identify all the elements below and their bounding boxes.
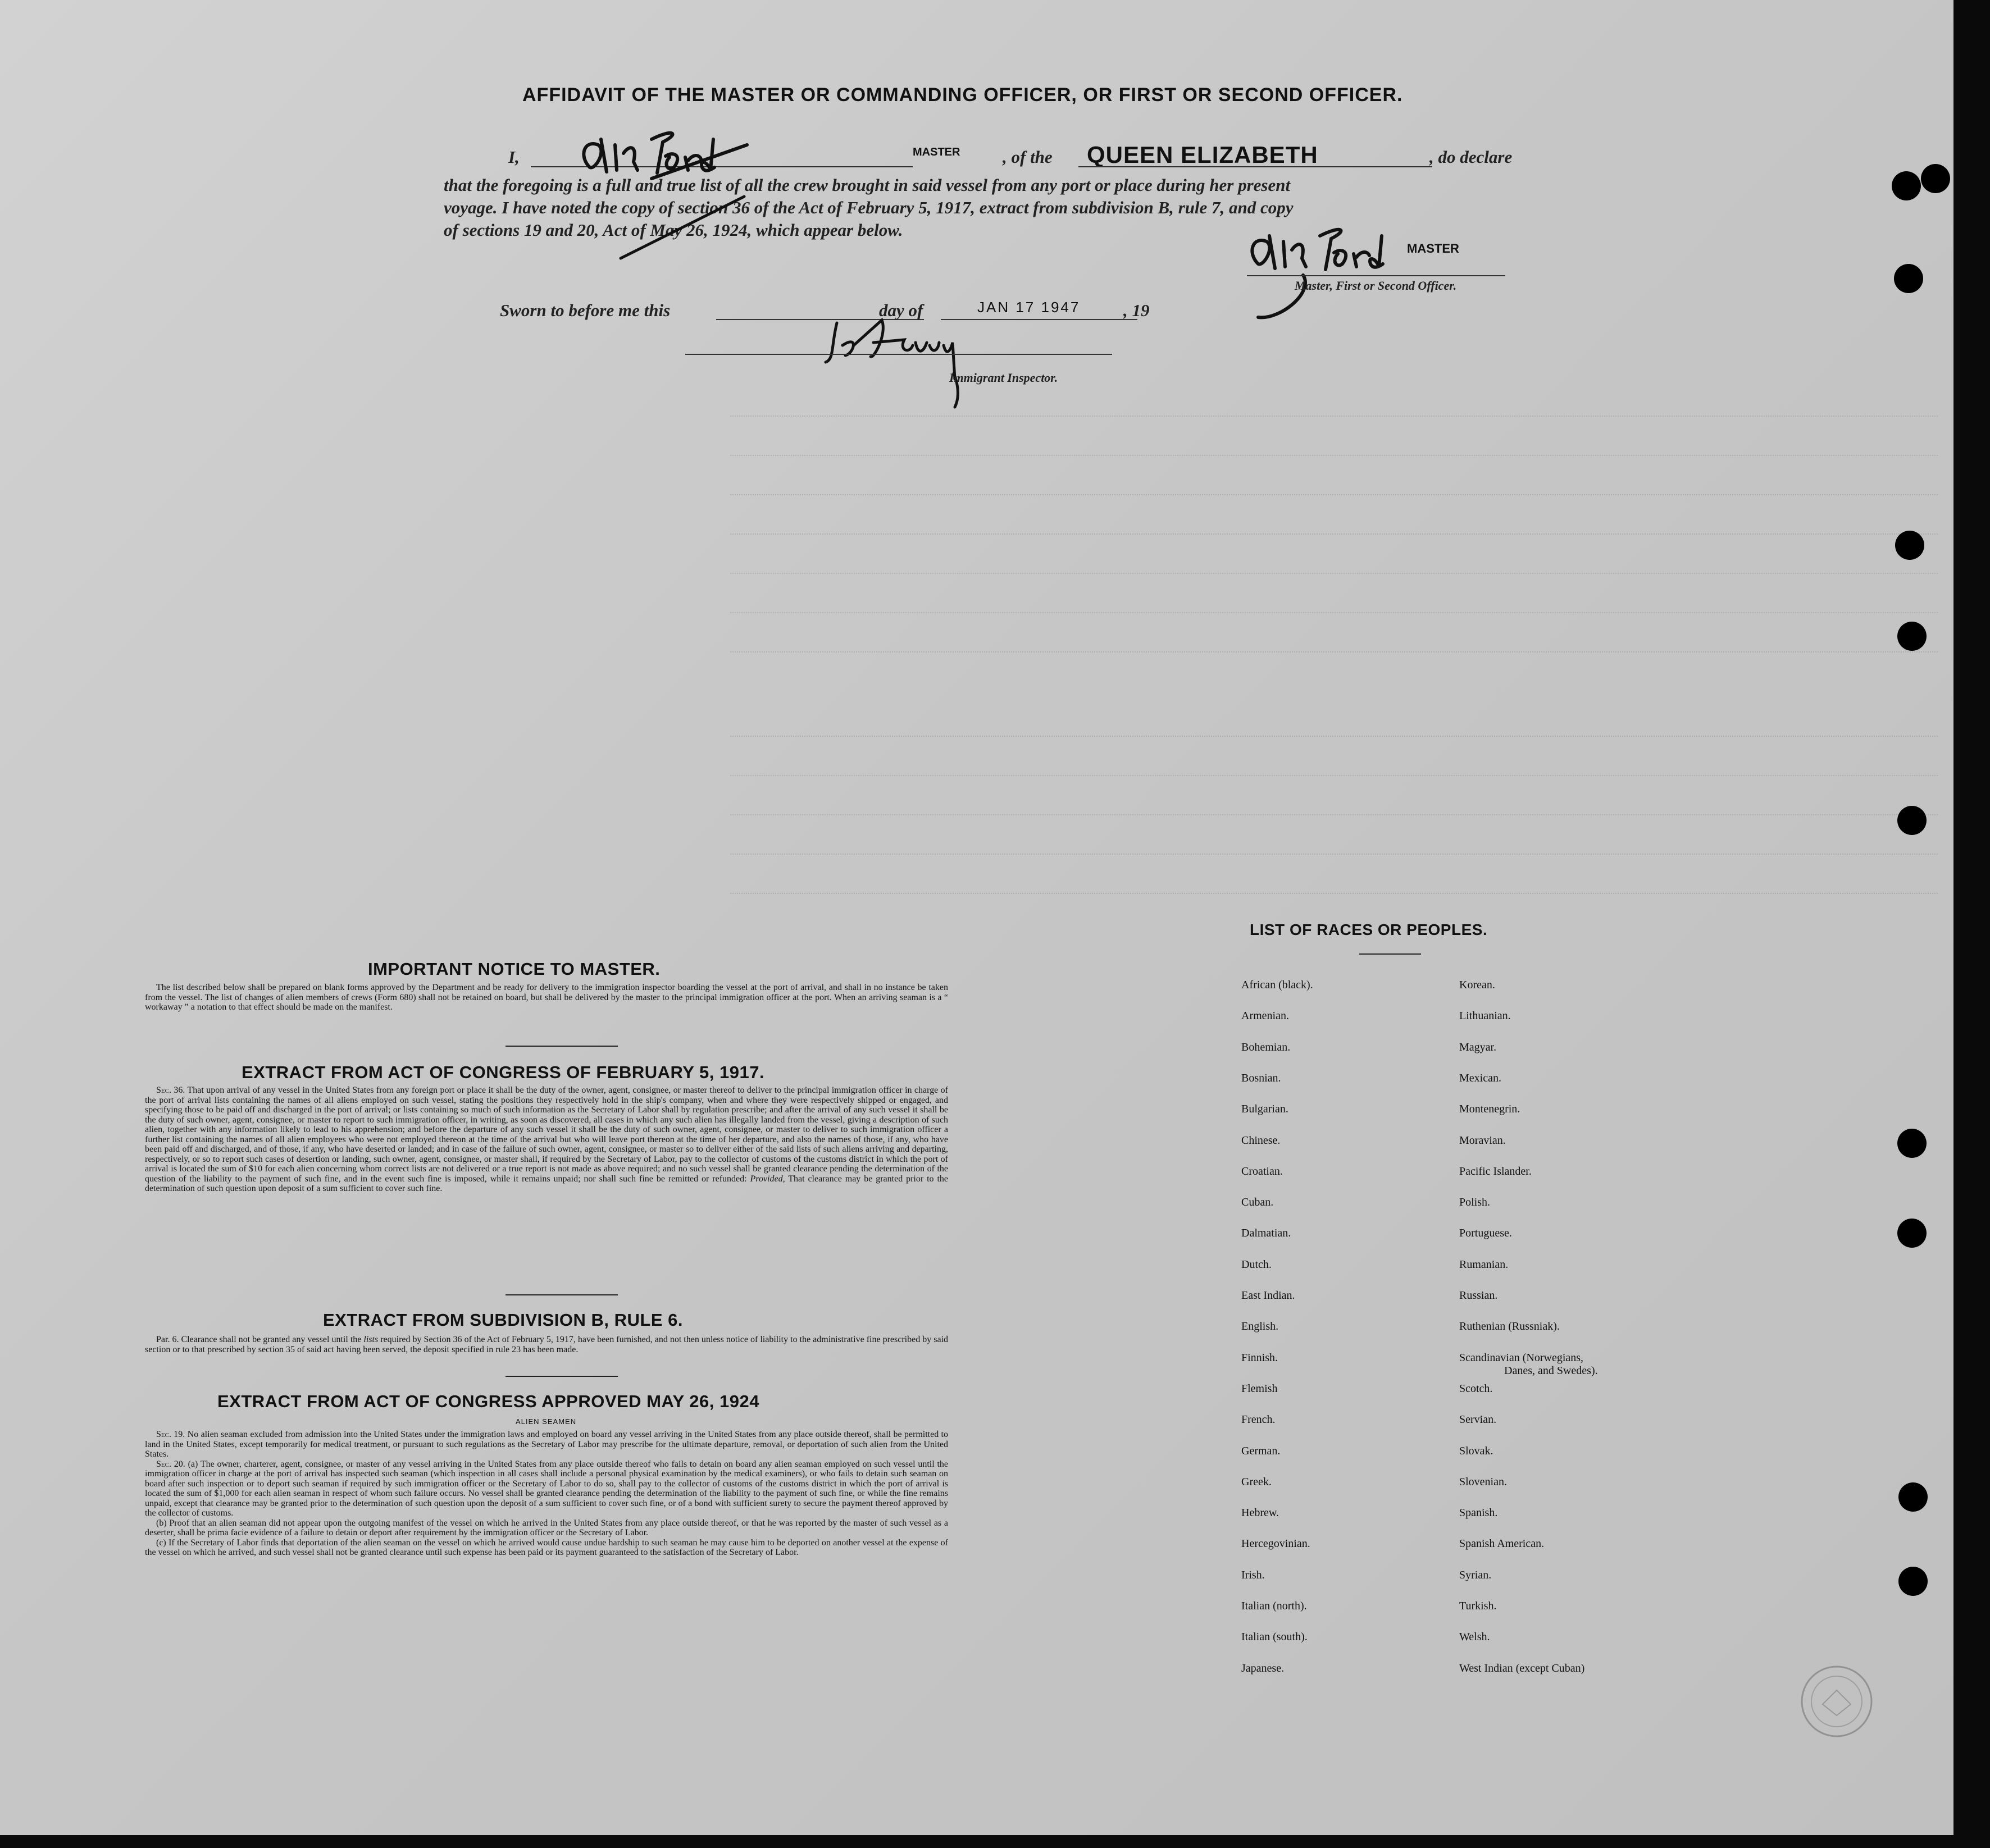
race-item: Hercegovinian. <box>1241 1537 1310 1550</box>
race-item: Portuguese. <box>1459 1227 1512 1240</box>
ghost-row <box>730 601 1938 613</box>
race-item: French. <box>1241 1413 1276 1426</box>
extract-1917-body <box>145 1085 948 1194</box>
date-stamp: JAN 17 1947 <box>977 299 1081 316</box>
punch-hole <box>1897 622 1927 651</box>
race-item: Moravian. <box>1459 1134 1506 1147</box>
master-title-stamp: MASTER <box>913 146 960 158</box>
ghost-row <box>730 483 1938 495</box>
race-item: Irish. <box>1241 1568 1265 1581</box>
race-item: Spanish. <box>1459 1507 1498 1520</box>
race-item: East Indian. <box>1241 1289 1295 1302</box>
race-item: Slovenian. <box>1459 1475 1507 1488</box>
race-item: Greek. <box>1241 1475 1272 1488</box>
ghost-row <box>730 640 1938 652</box>
inspector-signature <box>820 312 1000 413</box>
race-item: Japanese. <box>1241 1662 1285 1674</box>
scan-border-bottom <box>0 1835 1990 1848</box>
race-item: Italian (south). <box>1241 1631 1308 1644</box>
punch-hole <box>1897 1129 1927 1158</box>
ghost-row <box>730 724 1938 737</box>
race-item: Pacific Islander. <box>1459 1165 1532 1178</box>
punch-hole <box>1898 1482 1928 1512</box>
punch-hole <box>1897 1219 1927 1248</box>
notice-heading: IMPORTANT NOTICE TO MASTER. <box>368 959 661 979</box>
extract-1924-body <box>145 1430 948 1558</box>
race-item: Russian. <box>1459 1289 1498 1302</box>
sec-36-label: Sec. 36. <box>156 1085 185 1095</box>
proviso-text: That clearance may be granted prior to the determination of such question upon deposit of a sum sufficient to cover such fine. <box>145 1174 949 1193</box>
races-divider <box>1359 953 1421 955</box>
punch-hole <box>1894 264 1923 293</box>
race-item: Dutch. <box>1241 1258 1272 1271</box>
ghost-row <box>730 444 1938 456</box>
notice-body: The list described below shall be prepared on blank forms approved by the Department and be ready for delivery to the immigration inspector boarding the vessel at the port of arrival, and shall in no instance be taken from the vessel. The list of changes of alien members of crews (Form 680) shall not be retained on board, but shall be delivered by the master to the principal immigration officer at the port. When an arriving seaman is a “ workaway ” a notation to that effect should be made on the manifest. <box>145 983 948 1012</box>
sworn-text: Sworn to before me this <box>500 300 671 320</box>
race-scandinavian-cont: Danes, and Swedes). <box>1504 1365 1598 1377</box>
extract-1917-heading: EXTRACT FROM ACT OF CONGRESS OF FEBRUARY 5, 1917. <box>242 1062 765 1082</box>
punch-hole <box>1898 1567 1928 1596</box>
ghost-row <box>730 562 1938 574</box>
race-item: German. <box>1241 1444 1281 1457</box>
race-item: Armenian. <box>1241 1010 1289 1023</box>
race-item: Ruthenian (Russniak). <box>1459 1320 1560 1333</box>
race-item: Cuban. <box>1241 1196 1274 1209</box>
race-item: Chinese. <box>1241 1134 1281 1147</box>
extract-rule6-heading: EXTRACT FROM SUBDIVISION B, RULE 6. <box>323 1310 683 1330</box>
ship-rule <box>1078 166 1432 167</box>
punch-hole <box>1895 531 1924 560</box>
race-item: Croatian. <box>1241 1165 1283 1178</box>
race-item: Polish. <box>1459 1196 1491 1209</box>
section-divider <box>506 1046 618 1047</box>
sec-20b-paragraph: (b) Proof that an alien seaman did not appear upon the outgoing manifest of the vessel on which he arrived in the United States from any place outside thereof, or that he was reported by the master of such vessel as a deserter, shall be prima facie evidence of a failure to detain or deport after requirement by the immigration officer or the Secretary of Labor. <box>145 1518 948 1537</box>
punch-hole <box>1897 806 1927 835</box>
sec-20c-paragraph: (c) If the Secretary of Labor finds that deportation of the alien seaman on the vessel on which he arrived would cause undue hardship to such seaman he may cause him to be deported on another vessel at the expense of the vessel on which he arrived, and such vessel shall not be granted clearance until such expense has been paid or its payment guaranteed to the satisfaction of the Secretary of Labor. <box>145 1537 948 1557</box>
inspector-rule <box>685 354 1112 355</box>
of-the-text: , of the <box>1003 147 1053 167</box>
race-item: Montenegrin. <box>1459 1103 1520 1116</box>
punch-hole <box>1921 164 1950 193</box>
race-item: Korean. <box>1459 979 1495 991</box>
master-signature-2 <box>1236 213 1415 326</box>
ghost-row <box>730 882 1938 894</box>
scan-border-right <box>1953 0 1990 1848</box>
pen-strike-line <box>618 194 747 261</box>
race-item: English. <box>1241 1320 1279 1333</box>
extract-1924-heading: EXTRACT FROM ACT OF CONGRESS APPROVED MAY 26, 1924 <box>217 1391 759 1411</box>
sec-20a-text: (a) The owner, charterer, agent, consignee, or master of any vessel arriving in the United States from any place outside thereof who fails to detain on board any alien seaman employed on such vessel until the immigration officer in charge at the port of arrival has inspected such seaman (which inspection in all cases shall include a personal physical examination by the medical examiners), or who fails to detain such seaman on board after such inspection or to deport such seaman if required by such immigration officer or the Secretary of Labor to do so, shall pay to the collector of customs of the customs district in which the port of arrival is located the sum of $1,000 for each alien seaman in respect of whom such failure occurs. No vessel shall be granted clearance pending the determination of the liability to the payment of such fine, or while the fine remains unpaid, except that clearance may be granted prior to the determination of such question upon the deposit of a sum sufficient to cover such fine, or of a bond with sufficient surety to secure the payment thereof approved by the collector of customs. <box>145 1459 948 1518</box>
affidavit-i: I, <box>508 147 520 167</box>
race-item: Finnish. <box>1241 1351 1278 1364</box>
year-prefix: , 19 <box>1123 300 1150 320</box>
race-item: West Indian (except Cuban) <box>1459 1662 1585 1674</box>
race-item: Dalmatian. <box>1241 1227 1291 1240</box>
sec-19-paragraph <box>145 1430 948 1459</box>
races-heading: LIST OF RACES OR PEOPLES. <box>1250 921 1488 938</box>
alien-seamen-subheading: ALIEN SEAMEN <box>516 1417 577 1426</box>
signature-title-stamp: MASTER <box>1407 241 1459 255</box>
section-divider <box>506 1376 618 1377</box>
ghost-row <box>730 803 1938 815</box>
affidavit-heading: AFFIDAVIT OF THE MASTER OR COMMANDING OFFICER, OR FIRST OR SECOND OFFICER. <box>522 84 1403 106</box>
race-item: Servian. <box>1459 1413 1497 1426</box>
ghost-row <box>730 522 1938 535</box>
race-item: Hebrew. <box>1241 1507 1279 1520</box>
race-item: Spanish American. <box>1459 1537 1545 1550</box>
do-declare-text: , do declare <box>1429 147 1513 167</box>
race-item: African (black). <box>1241 979 1313 991</box>
proviso-label: Provided, <box>750 1174 785 1184</box>
lists-word: lists <box>363 1335 379 1344</box>
par-6-text-b: required by Section 36 of the Act of February 5, 1917, have been furnished, and not then unless notice of liability to the administrative fine prescribed by said section or to that prescribed by section 35 of said act having been served, the deposit specified in rule 23 has been made. <box>145 1335 949 1354</box>
inspector-caption: Immigrant Inspector. <box>949 371 1058 385</box>
par-6-text-a: Clearance shall not be granted any vessel until the <box>181 1335 362 1344</box>
sec-36-text: That upon arrival of any vessel in the United States from any foreign port or place it shall be the duty of the owner, agent, consignee, or master thereof to deliver to the principal immigration officer in charge of the port of arrival lists containing the names of all aliens employed on such vessel, stating the positions they respectively hold in the ship's company, when and where they were respectively shipped or engaged, and specifying those to be paid off and discharged in the port of arrival; or lists containing so much of such information as the Secretary of Labor shall by regulation prescribe; and after the arrival of any such vessel it shall be the duty of such owner, agent, consignee, or master to report to such immigration officer, in writing, as soon as discovered, all cases in which any such alien has illegally landed from the vessel, giving a description of such alien, together with any information likely to lead to his apprehension; and before the departure of any such vessel it shall be the duty of such owner, agent, consignee, or master to deliver to such immigration officer a further list containing the names of all alien employees who were not employed thereon at the time of the arrival but who will leave port thereon at the time of her departure, and also the names of those, if any, who have been paid off and discharged, and of those, if any, who have deserted or landed; and in case of the failure of such owner, agent, consignee, or master so to deliver either of the said lists of such aliens arriving and departing, respectively, or so to report such cases of desertion or landing, such owner, agent, consignee, or master shall, if required by the Secretary of Labor, pay to the collector of customs of the customs district in which the port of arrival is located the sum of $10 for each alien concerning whom correct lists are not delivered or a true report is not made as above required; and no such vessel shall be granted clearance pending the determination of the question of the liability to the payment of such fine, and in the event such fine is imposed, while it remains unpaid; nor shall such fine be remitted or refunded: <box>145 1085 948 1184</box>
signature-rule <box>1247 275 1505 276</box>
signature-caption: Master, First or Second Officer. <box>1295 279 1457 293</box>
day-of-text: day of <box>879 300 923 320</box>
affidavit-line-4: of sections 19 and 20, Act of May 26, 1924, which appear below. <box>444 220 903 240</box>
race-item: Welsh. <box>1459 1631 1490 1644</box>
race-item: Syrian. <box>1459 1568 1492 1581</box>
race-item: Bohemian. <box>1241 1041 1291 1053</box>
ghost-row <box>730 842 1938 855</box>
punch-hole <box>1892 171 1921 200</box>
sec-20-label: Sec. 20. <box>156 1459 185 1469</box>
race-item: Bulgarian. <box>1241 1103 1288 1116</box>
affidavit-line-2: that the foregoing is a full and true list of all the crew brought in said vessel from any port or place during her present <box>444 175 1291 195</box>
race-item: Italian (north). <box>1241 1600 1307 1612</box>
race-item: Turkish. <box>1459 1600 1497 1612</box>
extract-rule6-body <box>145 1335 948 1354</box>
race-item: Bosnian. <box>1241 1071 1281 1084</box>
race-item: Magyar. <box>1459 1041 1497 1053</box>
sec-19-label: Sec. 19. <box>156 1430 185 1439</box>
race-item: Flemish <box>1241 1382 1278 1395</box>
ghost-row <box>730 764 1938 776</box>
section-divider <box>506 1294 618 1295</box>
race-item: Rumanian. <box>1459 1258 1509 1271</box>
seal-stamp <box>1795 1659 1879 1744</box>
affidavit-line-3: voyage. I have noted the copy of section 36 of the Act of February 5, 1917, extract from subdivision B, rule 7, and copy <box>444 198 1294 217</box>
par-6-label: Par. 6. <box>156 1335 179 1344</box>
race-item: Slovak. <box>1459 1444 1493 1457</box>
race-item: Mexican. <box>1459 1071 1501 1084</box>
ship-name-stamp: QUEEN ELIZABETH <box>1087 142 1318 168</box>
sec-19-text: No alien seaman excluded from admission into the United States under the immigration laws and employed on board any vessel arriving in the United States from any place outside thereof, shall be permitted to land in the United States, except temporarily for medical treatment, or pursuant to such regulations as the Secretary of Labor may prescribe for the ultimate departure, removal, or deportation of such alien from the United States. <box>145 1430 949 1459</box>
race-item: Scotch. <box>1459 1382 1493 1395</box>
sec-20a-paragraph <box>145 1459 948 1518</box>
race-item: Lithuanian. <box>1459 1010 1511 1023</box>
race-item: Scandinavian (Norwegians, <box>1459 1351 1584 1364</box>
